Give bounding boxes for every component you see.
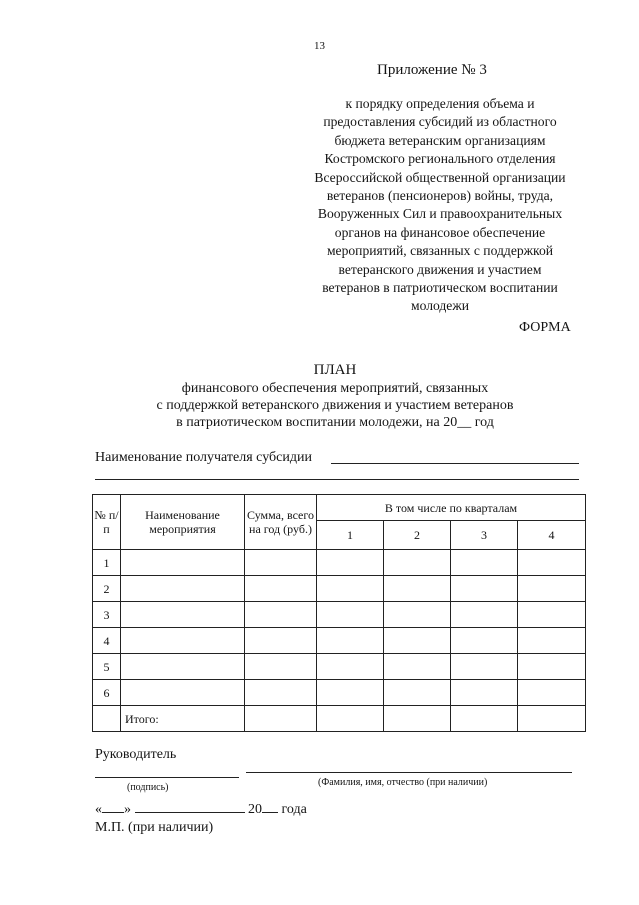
appendix-line: Всероссийской общественной организации [314, 169, 566, 185]
quarter-4-cell[interactable] [518, 602, 586, 628]
quarter-3-cell[interactable] [451, 550, 518, 576]
appendix-line: предоставления субсидий из областного [323, 114, 557, 130]
sum-cell[interactable] [245, 680, 317, 706]
header-quarter-3: 3 [451, 521, 518, 550]
quarter-4-cell[interactable] [518, 680, 586, 706]
sum-cell[interactable] [245, 654, 317, 680]
table-row [93, 550, 586, 576]
recipient-name-line-2[interactable] [95, 479, 579, 480]
event-name-cell[interactable] [121, 680, 245, 706]
plan-subtitle-line: в патриотическом воспитании молодежи, на 20__ год [176, 415, 494, 430]
total-label: Итого: [121, 706, 245, 732]
full-name-caption: (Фамилия, имя, отчество (при наличии) [318, 777, 488, 788]
header-quarter-4: 4 [518, 521, 586, 550]
quarter-3-cell[interactable] [451, 576, 518, 602]
quarter-3-cell[interactable] [451, 628, 518, 654]
sum-cell[interactable] [245, 550, 317, 576]
recipient-label: Наименование получателя субсидии [95, 450, 312, 465]
plan-title: ПЛАН [313, 362, 357, 378]
event-name-cell[interactable] [121, 654, 245, 680]
plan-subtitle-line: финансового обеспечения мероприятий, связанных [181, 381, 489, 396]
quarter-2-cell[interactable] [384, 654, 451, 680]
quarter-2-cell[interactable] [384, 576, 451, 602]
row-number: 5 [93, 654, 121, 680]
total-quarter-3-cell[interactable] [451, 706, 518, 732]
appendix-line: ветеранов в патриотическом воспитании [322, 280, 558, 296]
row-number: 1 [93, 550, 121, 576]
quarter-3-cell[interactable] [451, 680, 518, 706]
quarter-3-cell[interactable] [451, 654, 518, 680]
header-event-name: Наименование мероприятия [121, 495, 245, 550]
header-quarter-1: 1 [317, 521, 384, 550]
appendix-line: мероприятий, связанных с поддержкой [326, 243, 554, 259]
quarter-2-cell[interactable] [384, 550, 451, 576]
total-num-cell [93, 706, 121, 732]
event-name-cell[interactable] [121, 576, 245, 602]
quarter-4-cell[interactable] [518, 654, 586, 680]
header-sum: Сумма, всего на год (руб.) [245, 495, 317, 550]
quarter-1-cell[interactable] [317, 654, 384, 680]
appendix-line: бюджета ветеранским организациям [334, 132, 546, 148]
head-label: Руководитель [95, 747, 177, 762]
appendix-line: Вооруженных Сил и правоохранительных [317, 206, 563, 222]
total-quarter-2-cell[interactable] [384, 706, 451, 732]
table-row-total [93, 706, 586, 732]
quarter-4-cell[interactable] [518, 628, 586, 654]
quarter-1-cell[interactable] [317, 680, 384, 706]
year-field[interactable] [262, 800, 278, 813]
quarter-1-cell[interactable] [317, 628, 384, 654]
row-number: 4 [93, 628, 121, 654]
sum-cell[interactable] [245, 576, 317, 602]
page-number: 13 [314, 40, 325, 52]
full-name-line[interactable] [246, 772, 572, 773]
date-line [95, 800, 307, 818]
quarter-4-cell[interactable] [518, 576, 586, 602]
table-row [93, 576, 586, 602]
event-name-cell[interactable] [121, 628, 245, 654]
appendix-line: Костромского регионального отделения [324, 151, 556, 167]
signature-caption: (подпись) [127, 782, 169, 793]
date-quote-open: « [95, 802, 102, 817]
appendix-line: ветеранского движения и участием [338, 261, 542, 277]
plan-heading [95, 362, 575, 431]
total-quarter-4-cell[interactable] [518, 706, 586, 732]
quarter-3-cell[interactable] [451, 602, 518, 628]
event-name-cell[interactable] [121, 550, 245, 576]
sum-cell[interactable] [245, 602, 317, 628]
plan-table [92, 494, 586, 732]
row-number: 3 [93, 602, 121, 628]
year-prefix: 20 [248, 802, 262, 817]
appendix-description [290, 95, 590, 316]
quarter-1-cell[interactable] [317, 550, 384, 576]
header-quarters: В том числе по кварталам [317, 495, 586, 521]
quarter-2-cell[interactable] [384, 602, 451, 628]
appendix-line: к порядку определения объема и [345, 96, 535, 111]
row-number: 2 [93, 576, 121, 602]
stamp-label: М.П. (при наличии) [95, 820, 214, 835]
appendix-line: органов на финансовое обеспечение [334, 224, 546, 240]
table-row [93, 654, 586, 680]
total-quarter-1-cell[interactable] [317, 706, 384, 732]
date-quote-close: » [124, 802, 131, 817]
header-num: № п/п [93, 495, 121, 550]
row-number: 6 [93, 680, 121, 706]
plan-subtitle-line: с поддержкой ветеранского движения и участием ветеранов [156, 398, 514, 413]
month-field[interactable] [135, 800, 245, 813]
appendix-line: ветеранов (пенсионеров) войны, труда, [326, 188, 554, 204]
day-field[interactable] [102, 800, 124, 813]
recipient-name-line[interactable] [331, 463, 579, 464]
signature-line[interactable] [95, 777, 239, 778]
table-row [93, 628, 586, 654]
forma-label: ФОРМА [519, 320, 571, 335]
sum-cell[interactable] [245, 628, 317, 654]
appendix-title: Приложение № 3 [377, 62, 487, 78]
table-row [93, 680, 586, 706]
quarter-1-cell[interactable] [317, 576, 384, 602]
total-sum-cell[interactable] [245, 706, 317, 732]
quarter-1-cell[interactable] [317, 602, 384, 628]
quarter-4-cell[interactable] [518, 550, 586, 576]
quarter-2-cell[interactable] [384, 680, 451, 706]
header-quarter-2: 2 [384, 521, 451, 550]
event-name-cell[interactable] [121, 602, 245, 628]
table-row [93, 602, 586, 628]
year-suffix: года [281, 802, 307, 817]
quarter-2-cell[interactable] [384, 628, 451, 654]
appendix-line: молодежи [410, 298, 470, 314]
